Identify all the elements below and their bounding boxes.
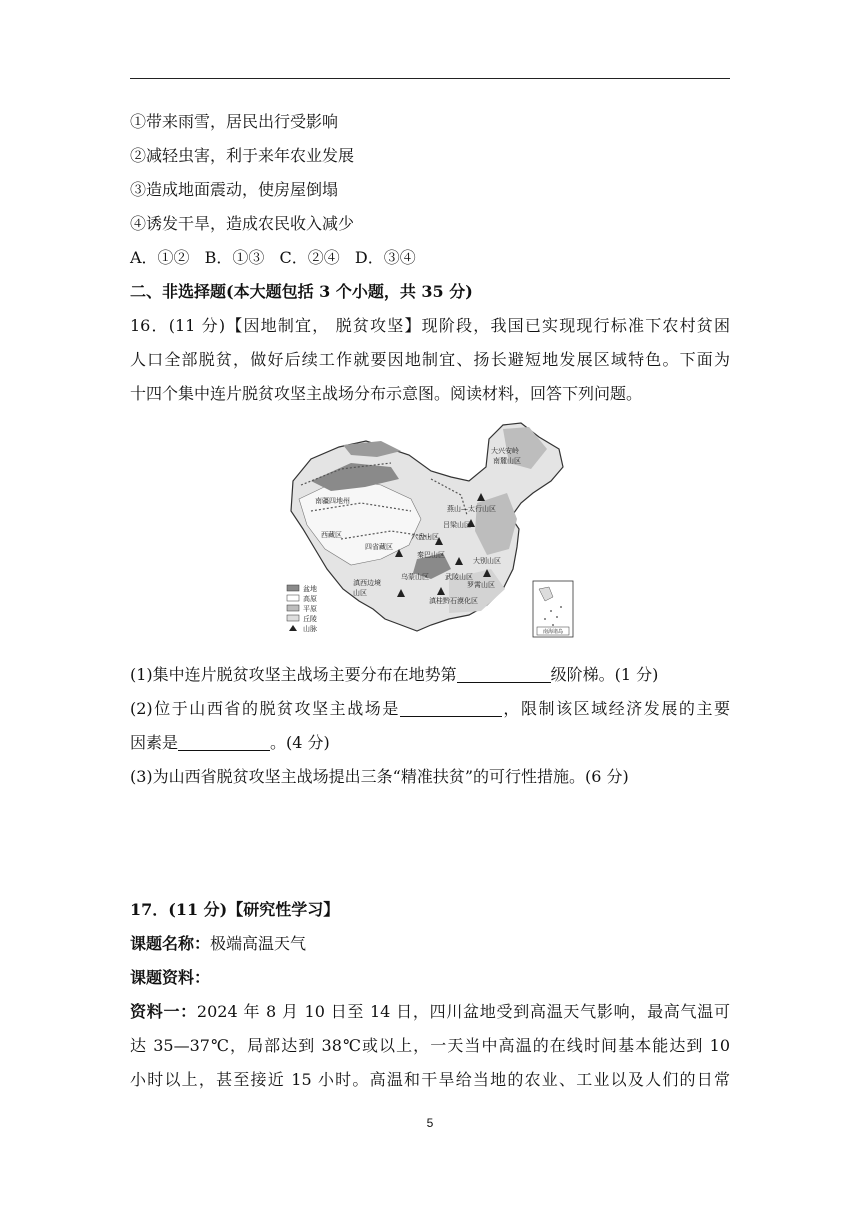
svg-text:高原: 高原 bbox=[303, 595, 317, 603]
q16-line-3: 十四个集中连片脱贫攻坚主战场分布示意图。阅读材料，回答下列问题。 bbox=[130, 384, 643, 403]
svg-text:西藏区: 西藏区 bbox=[321, 531, 342, 539]
poverty-area-map bbox=[281, 419, 581, 643]
q17-material-label: 课题资料： bbox=[130, 968, 211, 987]
option-3: ③造成地面震动，使房屋倒塌 bbox=[130, 180, 339, 199]
page-number: 5 bbox=[426, 1116, 434, 1130]
option-1: ①带来雨雪，居民出行受影响 bbox=[130, 112, 339, 131]
q16-line-2: 人口全部脱贫，做好后续工作就要因地制宜、扬长避短地发展区域特色。下面为 bbox=[130, 350, 730, 369]
q16-sub1: (1)集中连片脱贫攻坚主战场主要分布在地势第 级阶梯。(1 分) bbox=[130, 665, 659, 684]
svg-text:南海诸岛: 南海诸岛 bbox=[542, 629, 564, 635]
answer-choices bbox=[130, 248, 730, 268]
q16-sub2: (2)位于山西省的脱贫攻坚主战场是 ，限制该区域经济发展的主要 bbox=[130, 699, 730, 718]
q17-m1-line-3: 小时以上，甚至接近 15 小时。高温和干旱给当地的农业、工业以及人们的日常 bbox=[130, 1070, 730, 1089]
q16-sub2-cont: 因素是 。(4 分) bbox=[130, 733, 330, 752]
svg-text:南疆四地州: 南疆四地州 bbox=[315, 497, 350, 505]
answer-blank-3[interactable] bbox=[178, 734, 270, 751]
choice-d: D．③④ bbox=[354, 248, 416, 267]
section-title: 二、非选择题(本大题包括 3 个小题，共 35 分) bbox=[130, 282, 473, 301]
q16-line-1: 16．(11 分)【因地制宜， 脱贫攻坚】现阶段，我国已实现现行标准下农村贫困 bbox=[130, 316, 730, 335]
svg-text:大兴安岭: 大兴安岭 bbox=[491, 447, 519, 455]
svg-text:山脉: 山脉 bbox=[303, 625, 317, 633]
header-rule bbox=[130, 78, 730, 79]
svg-text:罗霄山区: 罗霄山区 bbox=[467, 581, 495, 589]
q16-sub3: (3)为山西省脱贫攻坚主战场提出三条“精准扶贫”的可行性措施。(6 分) bbox=[130, 767, 629, 786]
svg-text:丘陵: 丘陵 bbox=[303, 615, 317, 623]
svg-text:滇桂黔石漠化区: 滇桂黔石漠化区 bbox=[429, 597, 478, 605]
answer-blank-2[interactable] bbox=[400, 700, 502, 717]
svg-text:吕梁山区: 吕梁山区 bbox=[443, 521, 471, 529]
svg-text:滇西边境: 滇西边境 bbox=[353, 579, 381, 587]
option-4: ④诱发干旱，造成农民收入减少 bbox=[130, 214, 355, 233]
option-2: ②减轻虫害，利于来年农业发展 bbox=[130, 146, 355, 165]
svg-text:六盘山区: 六盘山区 bbox=[411, 533, 439, 541]
south-sea-inset bbox=[533, 581, 573, 637]
svg-text:武陵山区: 武陵山区 bbox=[445, 573, 473, 581]
svg-text:乌蒙山区: 乌蒙山区 bbox=[401, 573, 429, 581]
choice-c: C．②④ bbox=[279, 248, 340, 267]
choice-b: B．①③ bbox=[204, 248, 265, 267]
q17-topic: 课题名称：极端高温天气 bbox=[130, 934, 307, 953]
svg-text:秦巴山区: 秦巴山区 bbox=[417, 551, 445, 559]
svg-text:山区: 山区 bbox=[353, 589, 367, 597]
svg-text:平原: 平原 bbox=[303, 605, 317, 613]
svg-text:盆地: 盆地 bbox=[303, 585, 317, 593]
svg-text:燕山—太行山区: 燕山—太行山区 bbox=[447, 505, 496, 513]
q17-m1-line-1: 资料一：2024 年 8 月 10 日至 14 日，四川盆地受到高温天气影响，最高气温可 bbox=[130, 1002, 730, 1021]
choice-a: A．①② bbox=[130, 248, 190, 267]
q17-header: 17．(11 分)【研究性学习】 bbox=[130, 900, 340, 919]
svg-text:大别山区: 大别山区 bbox=[473, 557, 501, 565]
svg-text:四省藏区: 四省藏区 bbox=[365, 543, 393, 551]
svg-text:南麓山区: 南麓山区 bbox=[493, 457, 521, 465]
q17-m1-line-2: 达 35—37℃，局部达到 38℃或以上，一天当中高温的在线时间基本能达到 10 bbox=[130, 1036, 730, 1055]
answer-blank-1[interactable] bbox=[457, 666, 551, 683]
